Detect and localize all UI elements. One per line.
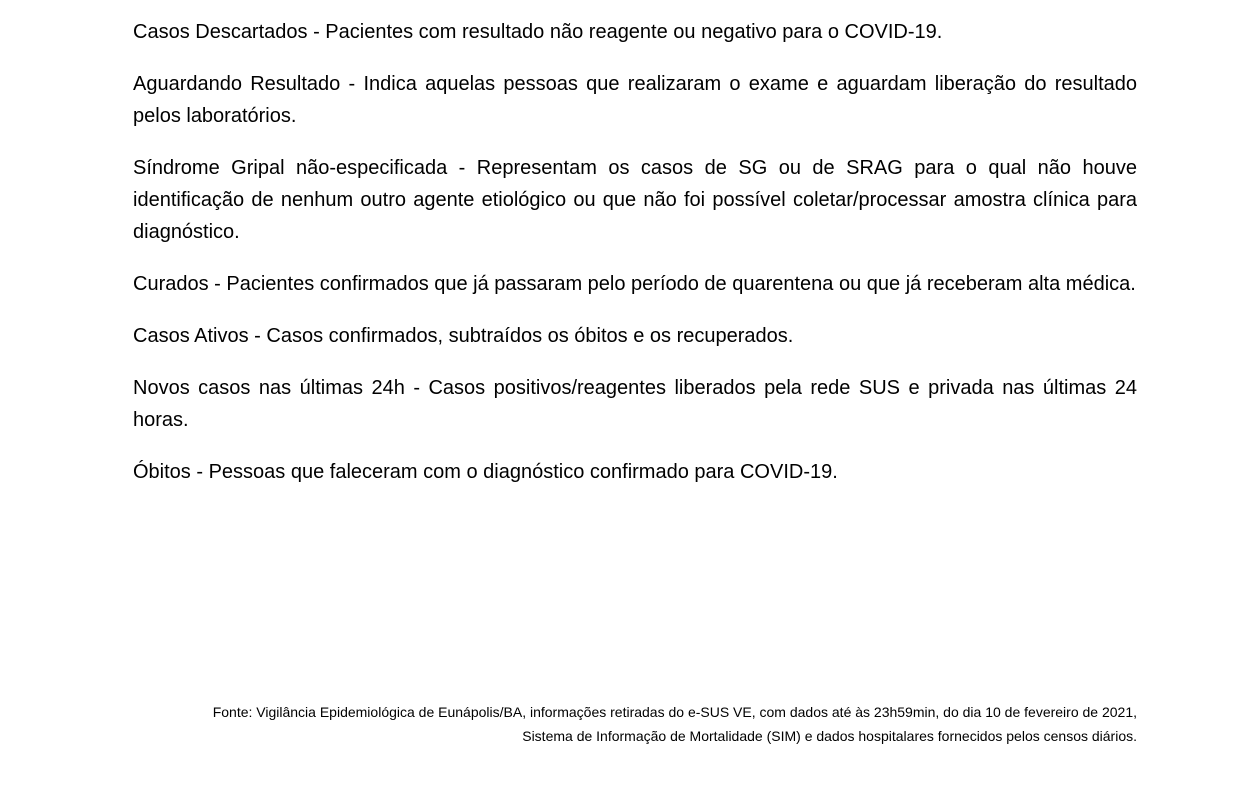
definition-new-cases-24h: Novos casos nas últimas 24h - Casos positivos/reagentes liberados pela rede SUS e privada nas últimas 24 horas.	[133, 377, 1137, 431]
source-note	[133, 700, 1137, 748]
definitions-list	[133, 16, 1137, 508]
definition-awaiting-result: Aguardando Resultado - Indica aquelas pessoas que realizaram o exame e aguardam liberação do resultado pelos laboratórios.	[133, 73, 1137, 127]
source-line-1: Fonte: Vigilância Epidemiológica de Eunápolis/BA, informações retiradas do e-SUS VE, com dados até às 23h59min, do dia 10 de fevereiro de 2021,	[212, 704, 1137, 720]
definition-deaths: Óbitos - Pessoas que faleceram com o diagnóstico confirmado para COVID-19.	[133, 461, 838, 483]
definition-unspecified-flu-syndrome: Síndrome Gripal não-especificada - Representam os casos de SG ou de SRAG para o qual não houve identificação de nenhum outro agente etiológico ou que não foi possível coletar/processar amostra clínica para diagnóstico.	[133, 157, 1137, 243]
source-line-2: Sistema de Informação de Mortalidade (SIM) e dados hospitalares fornecidos pelos censos diários.	[522, 728, 1137, 744]
definition-cured: Curados - Pacientes confirmados que já passaram pelo período de quarentena ou que já receberam alta médica.	[133, 273, 1136, 295]
definition-discarded-cases: Casos Descartados - Pacientes com resultado não reagente ou negativo para o COVID-19.	[133, 21, 943, 43]
definition-active-cases: Casos Ativos - Casos confirmados, subtraídos os óbitos e os recuperados.	[133, 325, 794, 347]
